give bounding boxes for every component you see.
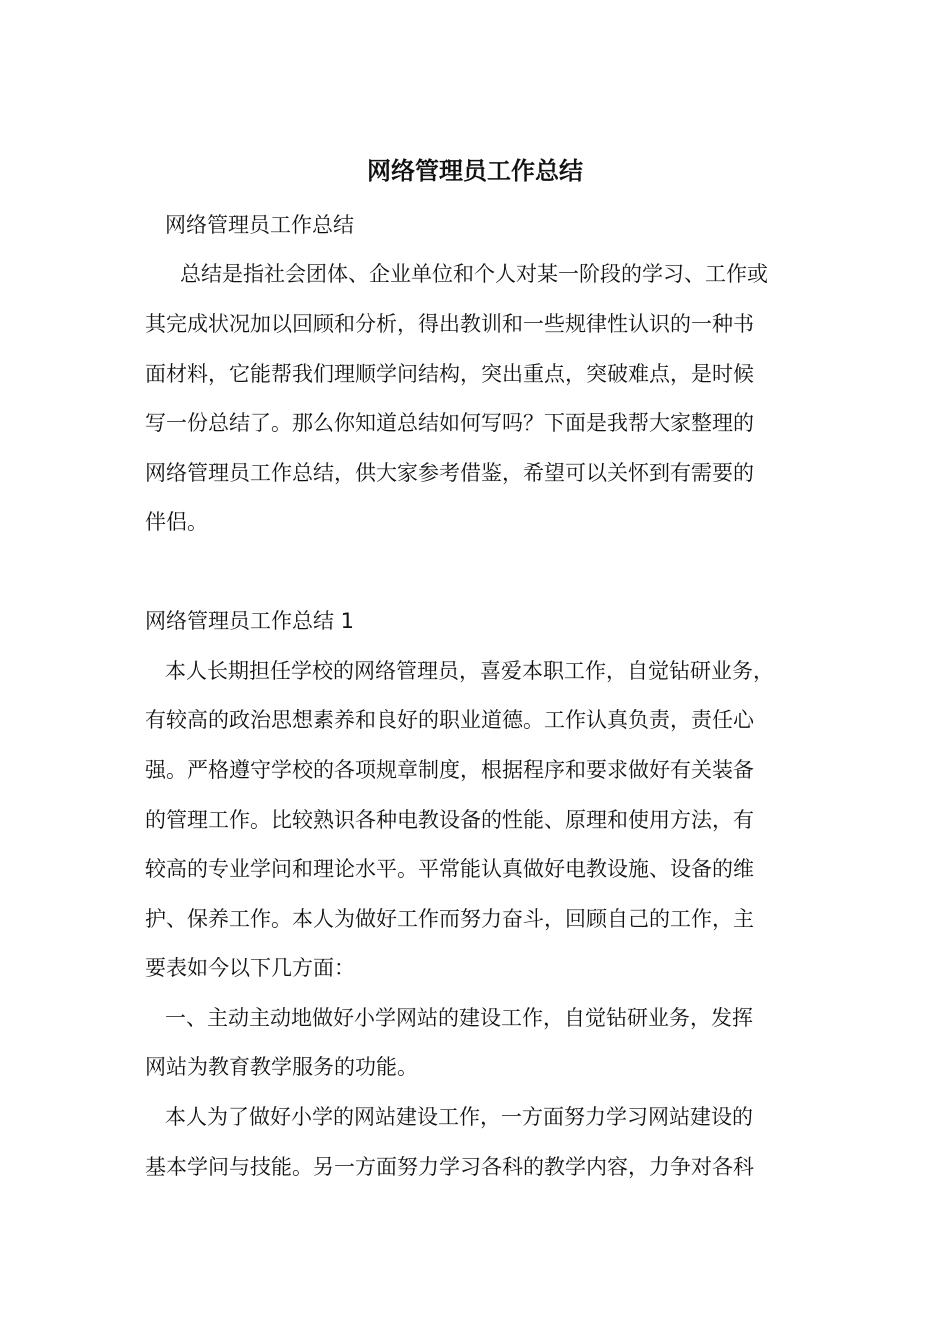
body-line: 强。严格遵守学校的各项规章制度，根据程序和要求做好有关装备 (145, 758, 754, 782)
document-subtitle: 网络管理员工作总结 (165, 213, 354, 237)
document-title: 网络管理员工作总结 (367, 157, 583, 185)
intro-line: 面材料，它能帮我们理顺学问结构，突出重点，突破难点，是时候 (145, 362, 754, 386)
body-line: 本人长期担任学校的网络管理员，喜爱本职工作，自觉钻研业务， (165, 659, 774, 683)
intro-line: 总结是指社会团体、企业单位和个人对某一阶段的学习、工作或 (180, 262, 768, 286)
body-line: 本人为了做好小学的网站建设工作，一方面努力学习网站建设的 (165, 1105, 753, 1129)
body-line: 网站为教育教学服务的功能。 (145, 1055, 418, 1079)
body-line: 较高的专业学问和理论水平。平常能认真做好电教设施、设备的维 (145, 857, 754, 881)
body-line: 一、主动主动地做好小学网站的建设工作，自觉钻研业务，发挥 (165, 1006, 753, 1030)
section-heading: 网络管理员工作总结 1 (145, 609, 355, 633)
body-line: 有较高的政治思想素养和良好的职业道德。工作认真负责，责任心 (145, 708, 754, 732)
intro-line: 其完成状况加以回顾和分析，得出教训和一些规律性认识的一种书 (145, 312, 754, 336)
intro-line: 伴侣。 (145, 510, 208, 534)
body-line: 基本学问与技能。另一方面努力学习各科的教学内容，力争对各科 (145, 1155, 754, 1179)
intro-line: 网络管理员工作总结，供大家参考借鉴，希望可以关怀到有需要的 (145, 461, 754, 485)
body-line: 要表如今以下几方面： (145, 956, 355, 980)
body-line: 的管理工作。比较熟识各种电教设备的性能、原理和使用方法，有 (145, 808, 754, 832)
intro-line: 写一份总结了。那么你知道总结如何写吗？下面是我帮大家整理的 (145, 411, 754, 435)
body-line: 护、保养工作。本人为做好工作而努力奋斗，回顾自己的工作，主 (145, 907, 754, 931)
